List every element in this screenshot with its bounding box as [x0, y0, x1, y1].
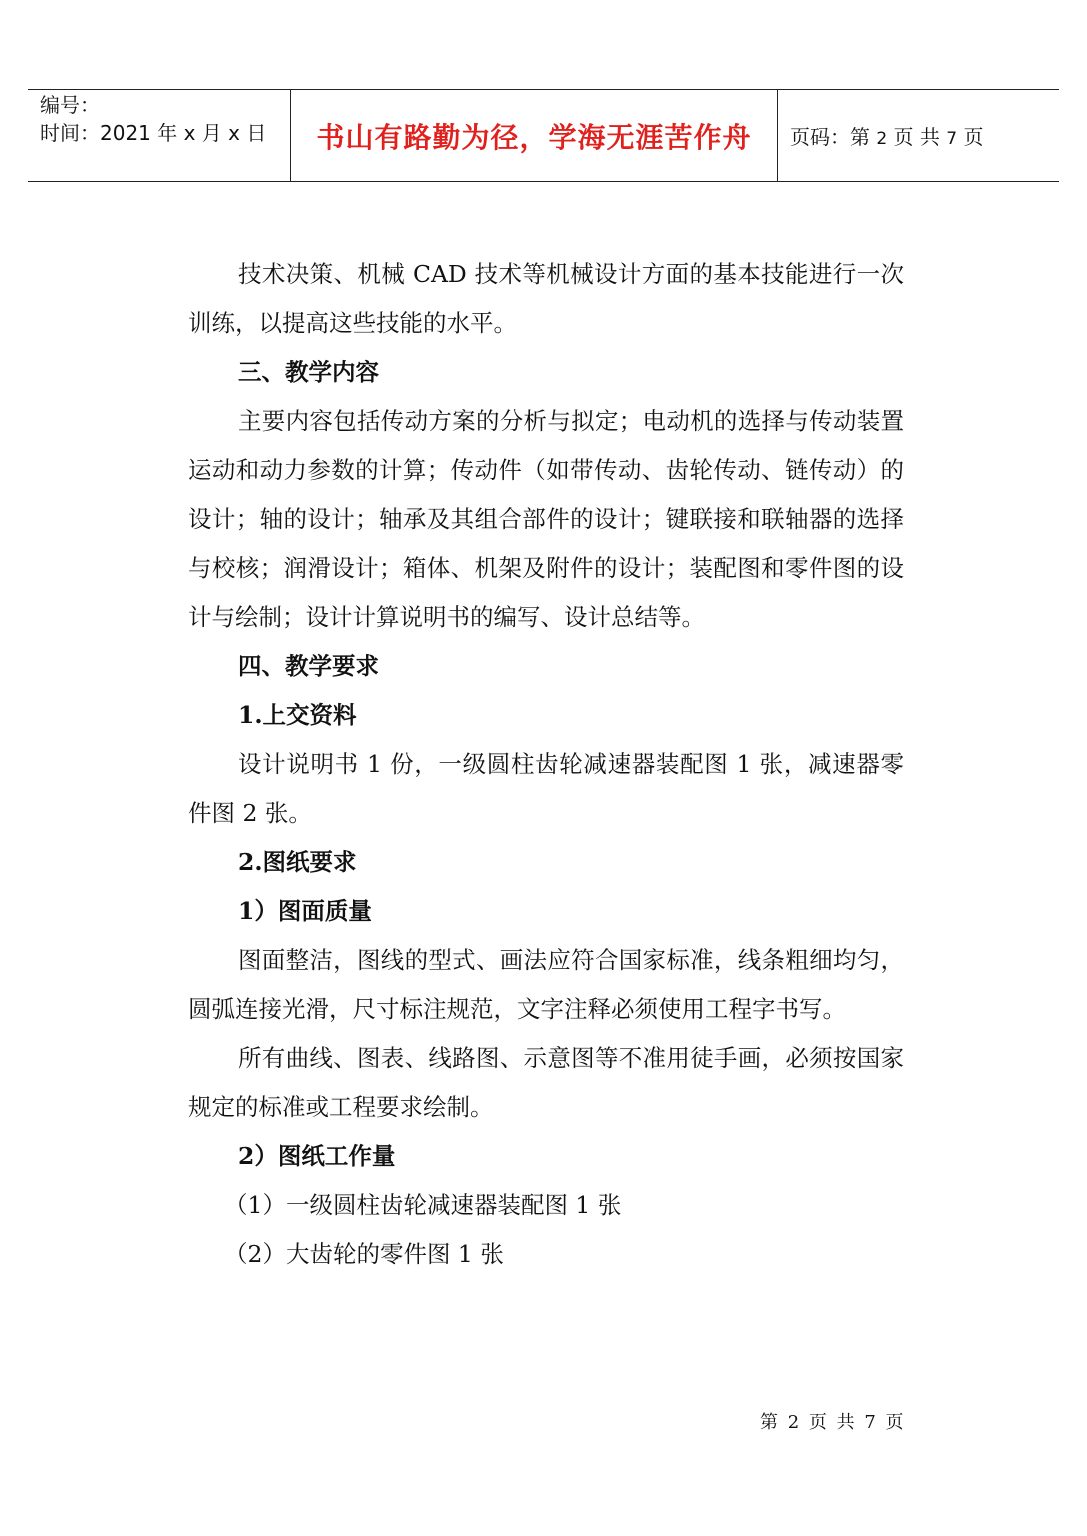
header-page-cell: [778, 90, 1059, 181]
list-item: （1）一级圆柱齿轮减速器装配图 1 张: [224, 1191, 622, 1219]
header-motto: 书山有路勤为径，学海无涯苦作舟: [316, 120, 752, 154]
subheading-drawing-requirements: 2.图纸要求: [238, 848, 357, 876]
document-id-label: 编号：: [40, 93, 100, 117]
page-current: 2: [876, 129, 888, 149]
document-header: [28, 89, 1059, 182]
list-item: （2）大齿轮的零件图 1 张: [224, 1240, 504, 1268]
document-date: 时间：2021 年 x 月 x 日: [40, 121, 267, 145]
paragraph-main-content: 主要内容包括传动方案的分析与拟定；电动机的选择与传动装置运动和动力参数的计算；传动件（如带传动、齿轮传动、链传动）的设计；轴的设计；轴承及其组合部件的设计；键联接和联轴器的选择与校核；润滑设计；箱体、机架及附件的设计；装配图和零件图的设计与绘制；设计计算说明书的编写、设计总结等。: [188, 407, 904, 631]
document-body: [188, 250, 904, 1279]
header-motto-cell: [290, 90, 778, 181]
header-page-number: [790, 121, 983, 150]
page-suffix: 页: [963, 125, 984, 149]
page-mid: 页 共: [893, 125, 940, 149]
page-footer: 第 2 页 共 7 页: [760, 1412, 906, 1433]
paragraph-submitted-materials: 设计说明书 1 份，一级圆柱齿轮减速器装配图 1 张，减速器零件图 2 张。: [188, 750, 904, 827]
paragraph-skills: 技术决策、机械 CAD 技术等机械设计方面的基本技能进行一次训练，以提高这些技能的水平。: [188, 260, 904, 337]
subheading-drawing-workload: 2）图纸工作量: [238, 1142, 396, 1170]
paragraph-drawing-quality: 图面整洁，图线的型式、画法应符合国家标准，线条粗细均匀，圆弧连接光滑，尺寸标注规范，文字注释必须使用工程字书写。: [188, 946, 904, 1023]
subheading-submitted-materials: 1.上交资料: [238, 701, 357, 729]
section-heading-teaching-requirements: 四、教学要求: [238, 652, 379, 680]
page-total: 7: [946, 129, 958, 149]
section-heading-teaching-content: 三、教学内容: [238, 358, 379, 386]
paragraph-drawing-standards: 所有曲线、图表、线路图、示意图等不准用徒手画，必须按国家规定的标准或工程要求绘制。: [188, 1044, 904, 1121]
subheading-drawing-quality: 1）图面质量: [238, 897, 372, 925]
page-prefix: 页码：第: [790, 125, 870, 149]
header-meta-cell: [28, 90, 290, 181]
